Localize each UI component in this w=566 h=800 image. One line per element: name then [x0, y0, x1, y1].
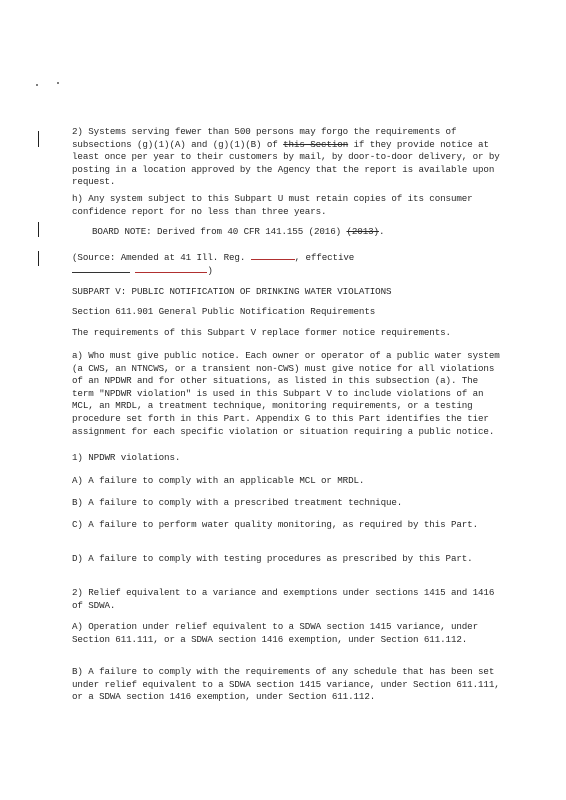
paragraph-a2: 2) Relief equivalent to a variance and exemptions under sections 1415 and 1416 of SDWA.	[72, 587, 495, 611]
reg-blank	[251, 259, 295, 260]
change-bar	[38, 251, 39, 266]
change-bar	[38, 222, 39, 237]
paragraph-intro: The requirements of this Subpart V replace former notice requirements.	[72, 327, 451, 338]
source-note	[72, 252, 504, 277]
struck-text: this Section	[283, 138, 349, 150]
paragraph-h: h) Any system subject to this Subpart U must retain copies of its consumer confidence report for no less than three years.	[72, 193, 473, 217]
subpart-heading: SUBPART V: PUBLIC NOTIFICATION OF DRINKING WATER VIOLATIONS	[72, 286, 392, 297]
effective-blank-red	[135, 272, 207, 273]
paragraph-a1: 1) NPDWR violations.	[72, 452, 181, 463]
board-note-label: BOARD NOTE:	[92, 226, 152, 237]
paragraph-text: 2) Systems serving fewer than 500 persons may forgo the requirements of subsections (g)(1)(A) and (g)(1)(B) of	[72, 126, 457, 150]
struck-text: (2013)	[346, 226, 379, 237]
board-note-text: Derived from 40 CFR 141.155 (2016)	[151, 226, 342, 237]
paragraph-a2B: B) A failure to comply with the requirements of any schedule that has been set under relief equivalent to a SDWA section 1415 variance, under Section 611.111, or a SDWA section 1416 exemption, under Section 611.112.	[72, 666, 500, 703]
scan-speck	[57, 82, 59, 84]
board-note-end: .	[378, 226, 385, 237]
source-close: )	[207, 264, 213, 276]
paragraph-text: if they provide notice at least once per year to their customers by mail, by door-to-door delivery, or by posting in a location approved by the Agency that the report is available upon request.	[72, 138, 500, 188]
paragraph-a2A: A) Operation under relief equivalent to a SDWA section 1415 variance, under Section 611.111, or a SDWA section 1416 exemption, under Section 611.112.	[72, 621, 479, 645]
section-heading: Section 611.901 General Public Notification Requirements	[72, 306, 376, 317]
effective-blank	[72, 272, 130, 273]
board-note	[92, 226, 504, 239]
source-effective: , effective	[294, 252, 355, 263]
paragraph-a1C: C) A failure to perform water quality monitoring, as required by this Part.	[72, 519, 479, 530]
scan-speck	[36, 84, 38, 86]
paragraph-a1A: A) A failure to comply with an applicable MCL or MRDL.	[72, 475, 365, 486]
paragraph-a: a) Who must give public notice. Each owner or operator of a public water system (a CWS, an NTNCWS, or a transient non-CWS) must give notice for all violations of an NPDWR and for other situations, as listed in this subsection (a). The term "NPDWR violation" is used in this Subpart V to include violations of an MCL, an MRDL, a treatment technique, monitoring requirements, or a testing procedure set forth in this Part. Appendix G to this Part identifies the tier assignment for each specific violation or situation requiring a public notice.	[72, 350, 500, 437]
change-bar	[38, 131, 39, 147]
source-text: (Source: Amended at 41 Ill. Reg.	[72, 252, 251, 263]
paragraph-a1B: B) A failure to comply with a prescribed treatment technique.	[72, 497, 403, 508]
paragraph-a1D: D) A failure to comply with testing procedures as prescribed by this Part.	[72, 553, 473, 564]
paragraph-g2	[72, 126, 504, 189]
